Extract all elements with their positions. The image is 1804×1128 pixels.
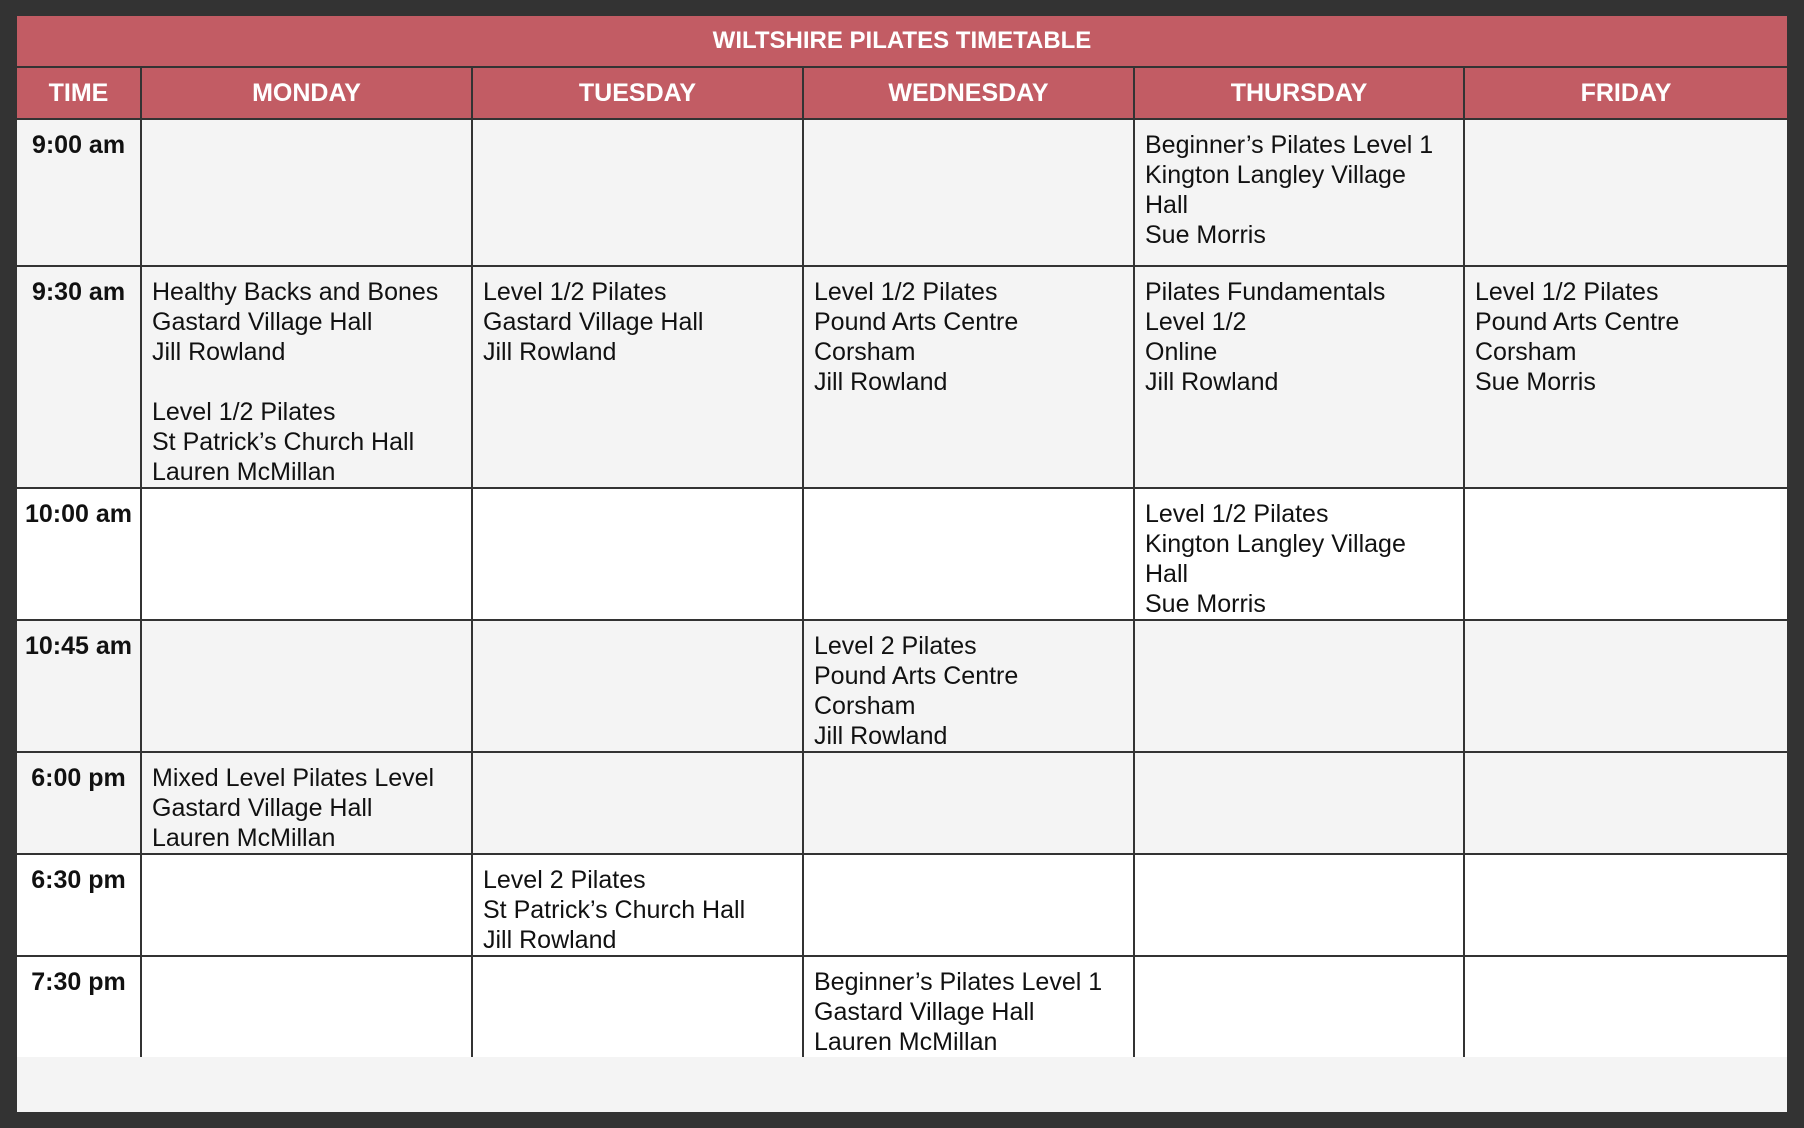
class-detail: Pound Arts Centre — [814, 308, 1019, 336]
class-cell-thursday — [1134, 620, 1464, 752]
class-entry — [483, 277, 792, 367]
class-detail: St Patrick’s Church Hall — [152, 428, 415, 456]
class-name: Beginner’s Pilates Level 1 — [814, 968, 1103, 996]
column-header-time: TIME — [17, 67, 141, 119]
class-detail: Gastard Village Hall — [814, 998, 1035, 1026]
class-cell-tuesday — [472, 752, 803, 854]
class-cell-monday — [141, 752, 472, 854]
class-detail: St Patrick’s Church Hall — [483, 896, 746, 924]
column-header-friday: FRIDAY — [1464, 67, 1787, 119]
class-name: Level 1/2 Pilates — [814, 278, 998, 306]
table-row — [17, 266, 1787, 488]
timetable-frame — [17, 16, 1787, 1112]
column-header-thursday: THURSDAY — [1134, 67, 1464, 119]
table-row — [17, 488, 1787, 620]
class-cell-friday — [1464, 488, 1787, 620]
class-name: Level 1/2 Pilates — [1145, 500, 1329, 528]
timetable-title: WILTSHIRE PILATES TIMETABLE — [17, 16, 1787, 67]
class-detail: Gastard Village Hall — [152, 308, 373, 336]
table-row — [17, 620, 1787, 752]
class-cell-tuesday — [472, 488, 803, 620]
class-name: Pilates Fundamentals — [1145, 278, 1386, 306]
column-header-monday: MONDAY — [141, 67, 472, 119]
class-entry — [1475, 277, 1777, 397]
class-cell-monday — [141, 620, 472, 752]
class-cell-tuesday — [472, 266, 803, 488]
class-cell-friday — [1464, 752, 1787, 854]
class-entry — [1145, 130, 1453, 250]
class-detail: Pound Arts Centre — [814, 662, 1019, 690]
class-entry — [1145, 277, 1453, 397]
class-cell-wednesday — [803, 266, 1134, 488]
class-detail: Jill Rowland — [1145, 368, 1279, 396]
class-cell-thursday — [1134, 956, 1464, 1057]
class-entry — [152, 397, 461, 487]
class-entry — [814, 967, 1123, 1057]
class-name: Mixed Level Pilates Level — [152, 764, 435, 792]
class-cell-wednesday — [803, 488, 1134, 620]
class-cell-friday — [1464, 119, 1787, 266]
table-row — [17, 119, 1787, 266]
class-cell-wednesday — [803, 119, 1134, 266]
class-cell-monday — [141, 854, 472, 956]
class-detail: Pound Arts Centre — [1475, 308, 1680, 336]
time-slot: 7:30 pm — [17, 956, 141, 1057]
table-row — [17, 752, 1787, 854]
time-slot: 6:00 pm — [17, 752, 141, 854]
class-detail: Corsham — [814, 692, 916, 720]
class-cell-friday — [1464, 266, 1787, 488]
class-detail: Gastard Village Hall — [483, 308, 704, 336]
class-cell-friday — [1464, 956, 1787, 1057]
header-row — [17, 67, 1787, 119]
class-detail: Corsham — [814, 338, 916, 366]
class-cell-thursday — [1134, 854, 1464, 956]
class-cell-tuesday — [472, 620, 803, 752]
class-detail: Online — [1145, 338, 1218, 366]
class-detail: Kington Langley Village Hall — [1145, 530, 1406, 588]
class-cell-monday — [141, 119, 472, 266]
class-cell-thursday — [1134, 119, 1464, 266]
class-detail: Level 1/2 — [1145, 308, 1247, 336]
class-name: Level 1/2 Pilates — [152, 398, 336, 426]
class-detail: Jill Rowland — [483, 926, 617, 954]
class-entry — [814, 631, 1123, 751]
class-detail: Corsham — [1475, 338, 1577, 366]
title-row — [17, 16, 1787, 67]
class-cell-wednesday — [803, 854, 1134, 956]
class-cell-thursday — [1134, 266, 1464, 488]
class-cell-friday — [1464, 620, 1787, 752]
class-cell-monday — [141, 488, 472, 620]
class-cell-wednesday — [803, 752, 1134, 854]
class-entry — [814, 277, 1123, 397]
class-detail: Jill Rowland — [814, 722, 948, 750]
class-name: Healthy Backs and Bones — [152, 278, 439, 306]
class-entry — [1145, 499, 1453, 619]
class-entry — [483, 865, 792, 955]
class-name: Level 1/2 Pilates — [1475, 278, 1659, 306]
class-detail: Lauren McMillan — [814, 1028, 998, 1056]
class-detail: Kington Langley Village Hall — [1145, 161, 1406, 219]
class-detail: Lauren McMillan — [152, 458, 336, 486]
time-slot: 10:45 am — [17, 620, 141, 752]
class-entry — [152, 763, 461, 853]
class-cell-thursday — [1134, 488, 1464, 620]
class-cell-monday — [141, 956, 472, 1057]
class-cell-friday — [1464, 854, 1787, 956]
class-detail: Jill Rowland — [483, 338, 617, 366]
class-name: Level 2 Pilates — [814, 632, 977, 660]
table-row — [17, 854, 1787, 956]
time-slot: 6:30 pm — [17, 854, 141, 956]
class-name: Level 1/2 Pilates — [483, 278, 667, 306]
timetable-body — [17, 119, 1787, 1057]
class-detail: Sue Morris — [1475, 368, 1596, 396]
class-name: Beginner’s Pilates Level 1 — [1145, 131, 1434, 159]
class-cell-tuesday — [472, 956, 803, 1057]
class-cell-wednesday — [803, 956, 1134, 1057]
class-cell-tuesday — [472, 119, 803, 266]
table-row — [17, 956, 1787, 1057]
class-detail: Jill Rowland — [814, 368, 948, 396]
class-detail: Sue Morris — [1145, 221, 1266, 249]
class-cell-wednesday — [803, 620, 1134, 752]
column-header-wednesday: WEDNESDAY — [803, 67, 1134, 119]
class-cell-tuesday — [472, 854, 803, 956]
time-slot: 10:00 am — [17, 488, 141, 620]
class-cell-thursday — [1134, 752, 1464, 854]
time-slot: 9:00 am — [17, 119, 141, 266]
column-header-tuesday: TUESDAY — [472, 67, 803, 119]
class-detail: Lauren McMillan — [152, 824, 336, 852]
class-detail: Jill Rowland — [152, 338, 286, 366]
timetable — [17, 16, 1787, 1057]
class-name: Level 2 Pilates — [483, 866, 646, 894]
class-cell-monday — [141, 266, 472, 488]
class-detail: Gastard Village Hall — [152, 794, 373, 822]
time-slot: 9:30 am — [17, 266, 141, 488]
class-detail: Sue Morris — [1145, 590, 1266, 618]
class-entry — [152, 277, 461, 367]
